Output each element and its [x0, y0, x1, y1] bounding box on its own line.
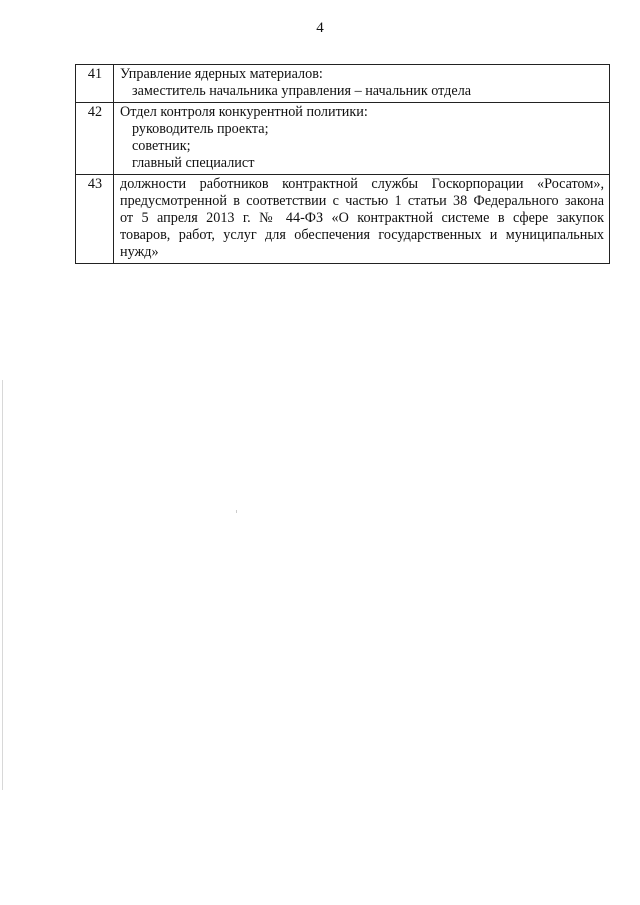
department-title: Отдел контроля конкурентной политики:: [120, 104, 368, 120]
row-number: 43: [76, 175, 114, 264]
position-item: главный специалист: [132, 155, 255, 171]
row-content: [114, 175, 610, 264]
scan-speck: [236, 510, 237, 513]
paragraph-line: предусмотренной в соответствии с частью 1 статьи 38 Федерального закона: [120, 193, 604, 209]
table-row: [76, 65, 610, 103]
position-item: советник;: [132, 138, 191, 154]
row-content: [114, 103, 610, 175]
department-title: Управление ядерных материалов:: [120, 66, 323, 82]
table-row: [76, 103, 610, 175]
table-row: [76, 175, 610, 264]
positions-table: [75, 64, 610, 264]
position-item: заместитель начальника управления – начальник отдела: [132, 83, 472, 99]
paragraph-line: должности работников контрактной службы Госкорпорации «Росатом»,: [120, 176, 604, 192]
paragraph-line: от 5 апреля 2013 г. № 44-ФЗ «О контрактной системе в сфере закупок: [120, 210, 604, 226]
row-content: [114, 65, 610, 103]
row-number: 42: [76, 103, 114, 175]
paragraph-line: нужд»: [120, 244, 159, 260]
row-number: 41: [76, 65, 114, 103]
page-number: 4: [316, 20, 324, 36]
scan-edge-mark: [2, 380, 3, 790]
paragraph-line: товаров, работ, услуг для обеспечения государственных и муниципальных: [120, 227, 604, 243]
position-item: руководитель проекта;: [132, 121, 269, 137]
